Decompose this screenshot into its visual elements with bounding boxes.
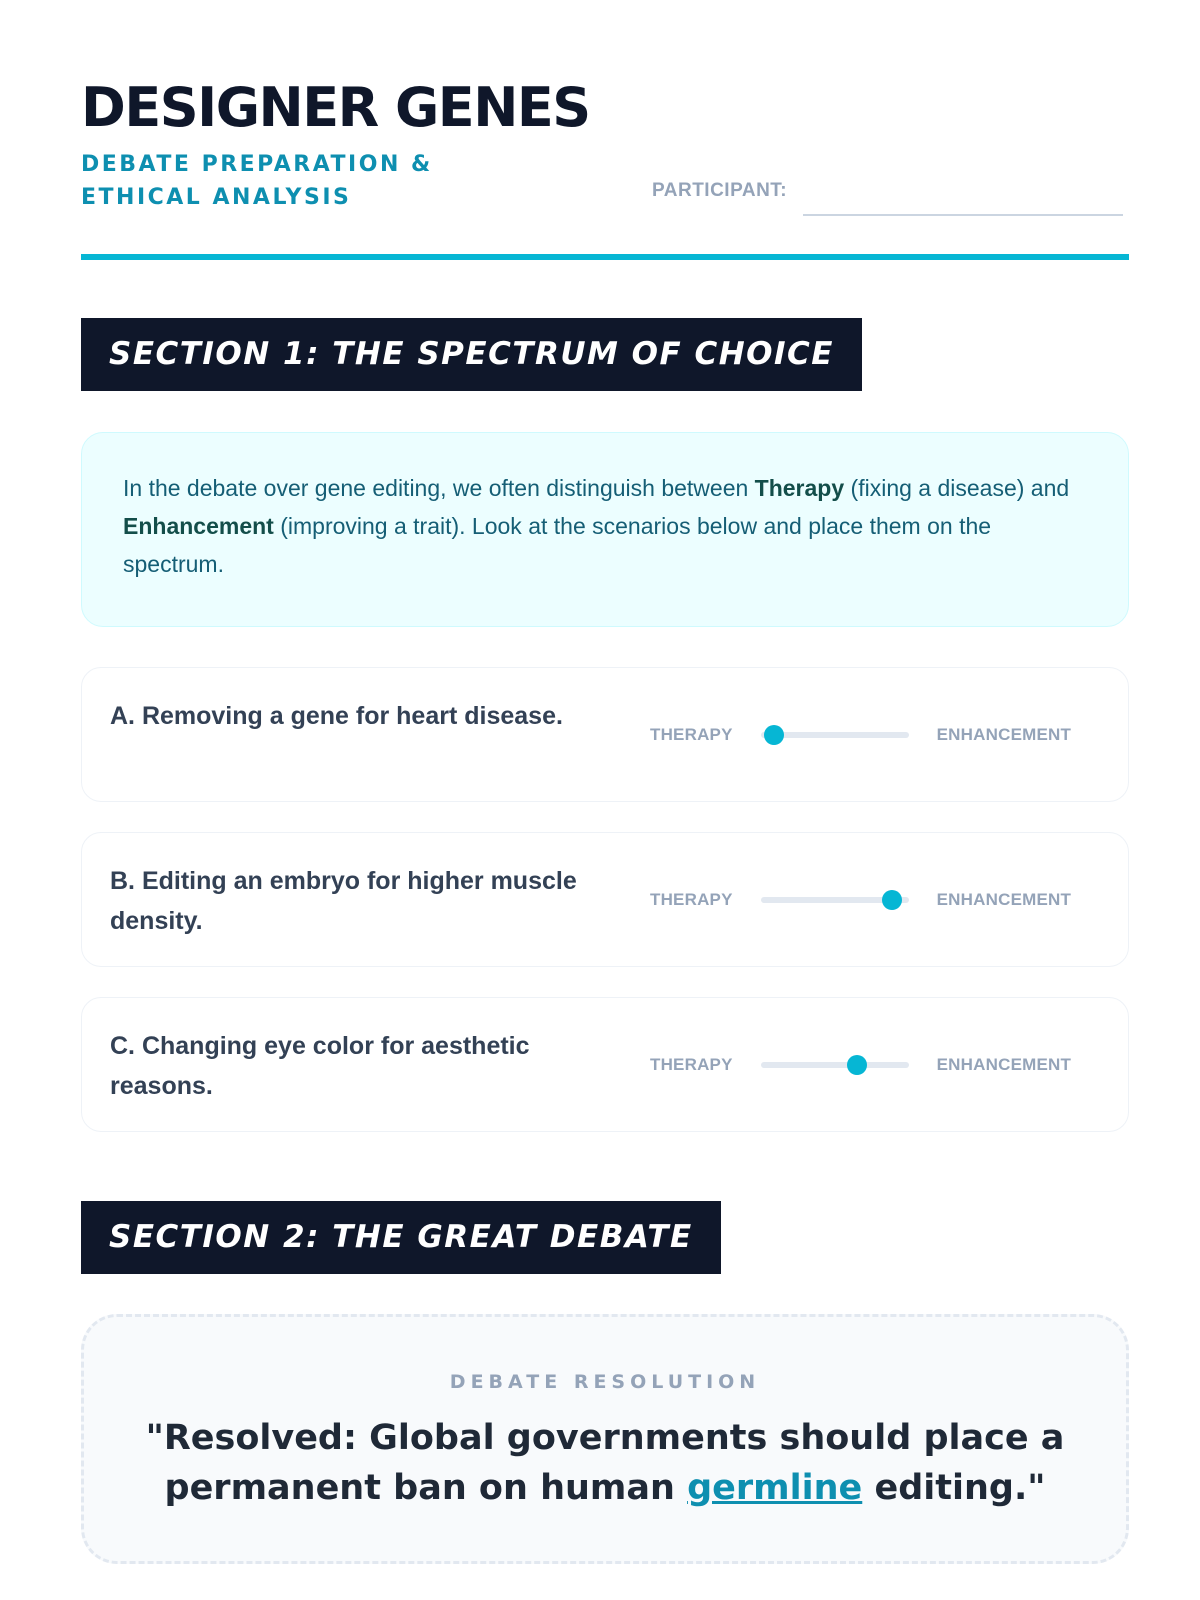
scenario-text: A. Removing a gene for heart disease. [110, 702, 563, 730]
debate-resolution-text [140, 1413, 1070, 1513]
worksheet-page [81, 0, 1129, 1564]
enhancement-label: ENHANCEMENT [936, 889, 1072, 909]
scenario-card-b [81, 832, 1129, 967]
therapy-label: THERAPY [650, 1054, 733, 1074]
worksheet-header [81, 0, 1129, 262]
spectrum-scale [650, 998, 1071, 1131]
spectrum-scale [650, 668, 1071, 801]
intro-text-part: In the debate over gene editing, we often distinguish between [123, 475, 755, 501]
germline-keyword: germline [687, 1468, 863, 1508]
spectrum-slider-track[interactable] [761, 897, 909, 903]
section-1-header: SECTION 1: THE SPECTRUM OF CHOICE [81, 318, 862, 391]
spectrum-slider-track[interactable] [761, 1062, 909, 1068]
spectrum-slider-handle[interactable] [764, 725, 784, 745]
resolution-text-part: editing." [862, 1468, 1046, 1508]
intro-text-part: (improving a trait). Look at the scenarios below and place them on the spectrum. [123, 513, 992, 577]
resolution-text-part: "Resolved: Global governments should place a permanent ban on human [145, 1418, 1065, 1508]
spectrum-slider-handle[interactable] [882, 890, 902, 910]
intro-text-part: (fixing a disease) and [844, 475, 1070, 501]
scenario-text: C. Changing eye color for aesthetic reasons. [110, 1032, 530, 1100]
debate-resolution-box [81, 1314, 1129, 1564]
enhancement-label: ENHANCEMENT [936, 724, 1072, 744]
spectrum-slider-handle[interactable] [847, 1055, 867, 1075]
scenario-card-c [81, 997, 1129, 1132]
intro-term-therapy: Therapy [754, 475, 845, 501]
therapy-label: THERAPY [650, 724, 733, 744]
spectrum-slider-track[interactable] [761, 732, 909, 738]
section-2-header: SECTION 2: THE GREAT DEBATE [81, 1201, 721, 1274]
debate-resolution-label: DEBATE RESOLUTION [449, 1371, 761, 1393]
participant-name-input[interactable] [803, 214, 1123, 216]
participant-field [652, 180, 1123, 202]
therapy-label: THERAPY [650, 889, 733, 909]
page-subtitle: DEBATE PREPARATION & ETHICAL ANALYSIS [81, 152, 433, 210]
intro-term-enhancement: Enhancement [123, 513, 274, 539]
header-divider [81, 254, 1129, 260]
page-title: DESIGNER GENES [81, 76, 590, 139]
participant-label: PARTICIPANT: [652, 180, 788, 201]
spectrum-scale [650, 833, 1071, 966]
intro-box [81, 432, 1129, 627]
enhancement-label: ENHANCEMENT [936, 1054, 1072, 1074]
scenario-card-a [81, 667, 1129, 802]
scenario-text: B. Editing an embryo for higher muscle density. [110, 867, 577, 935]
